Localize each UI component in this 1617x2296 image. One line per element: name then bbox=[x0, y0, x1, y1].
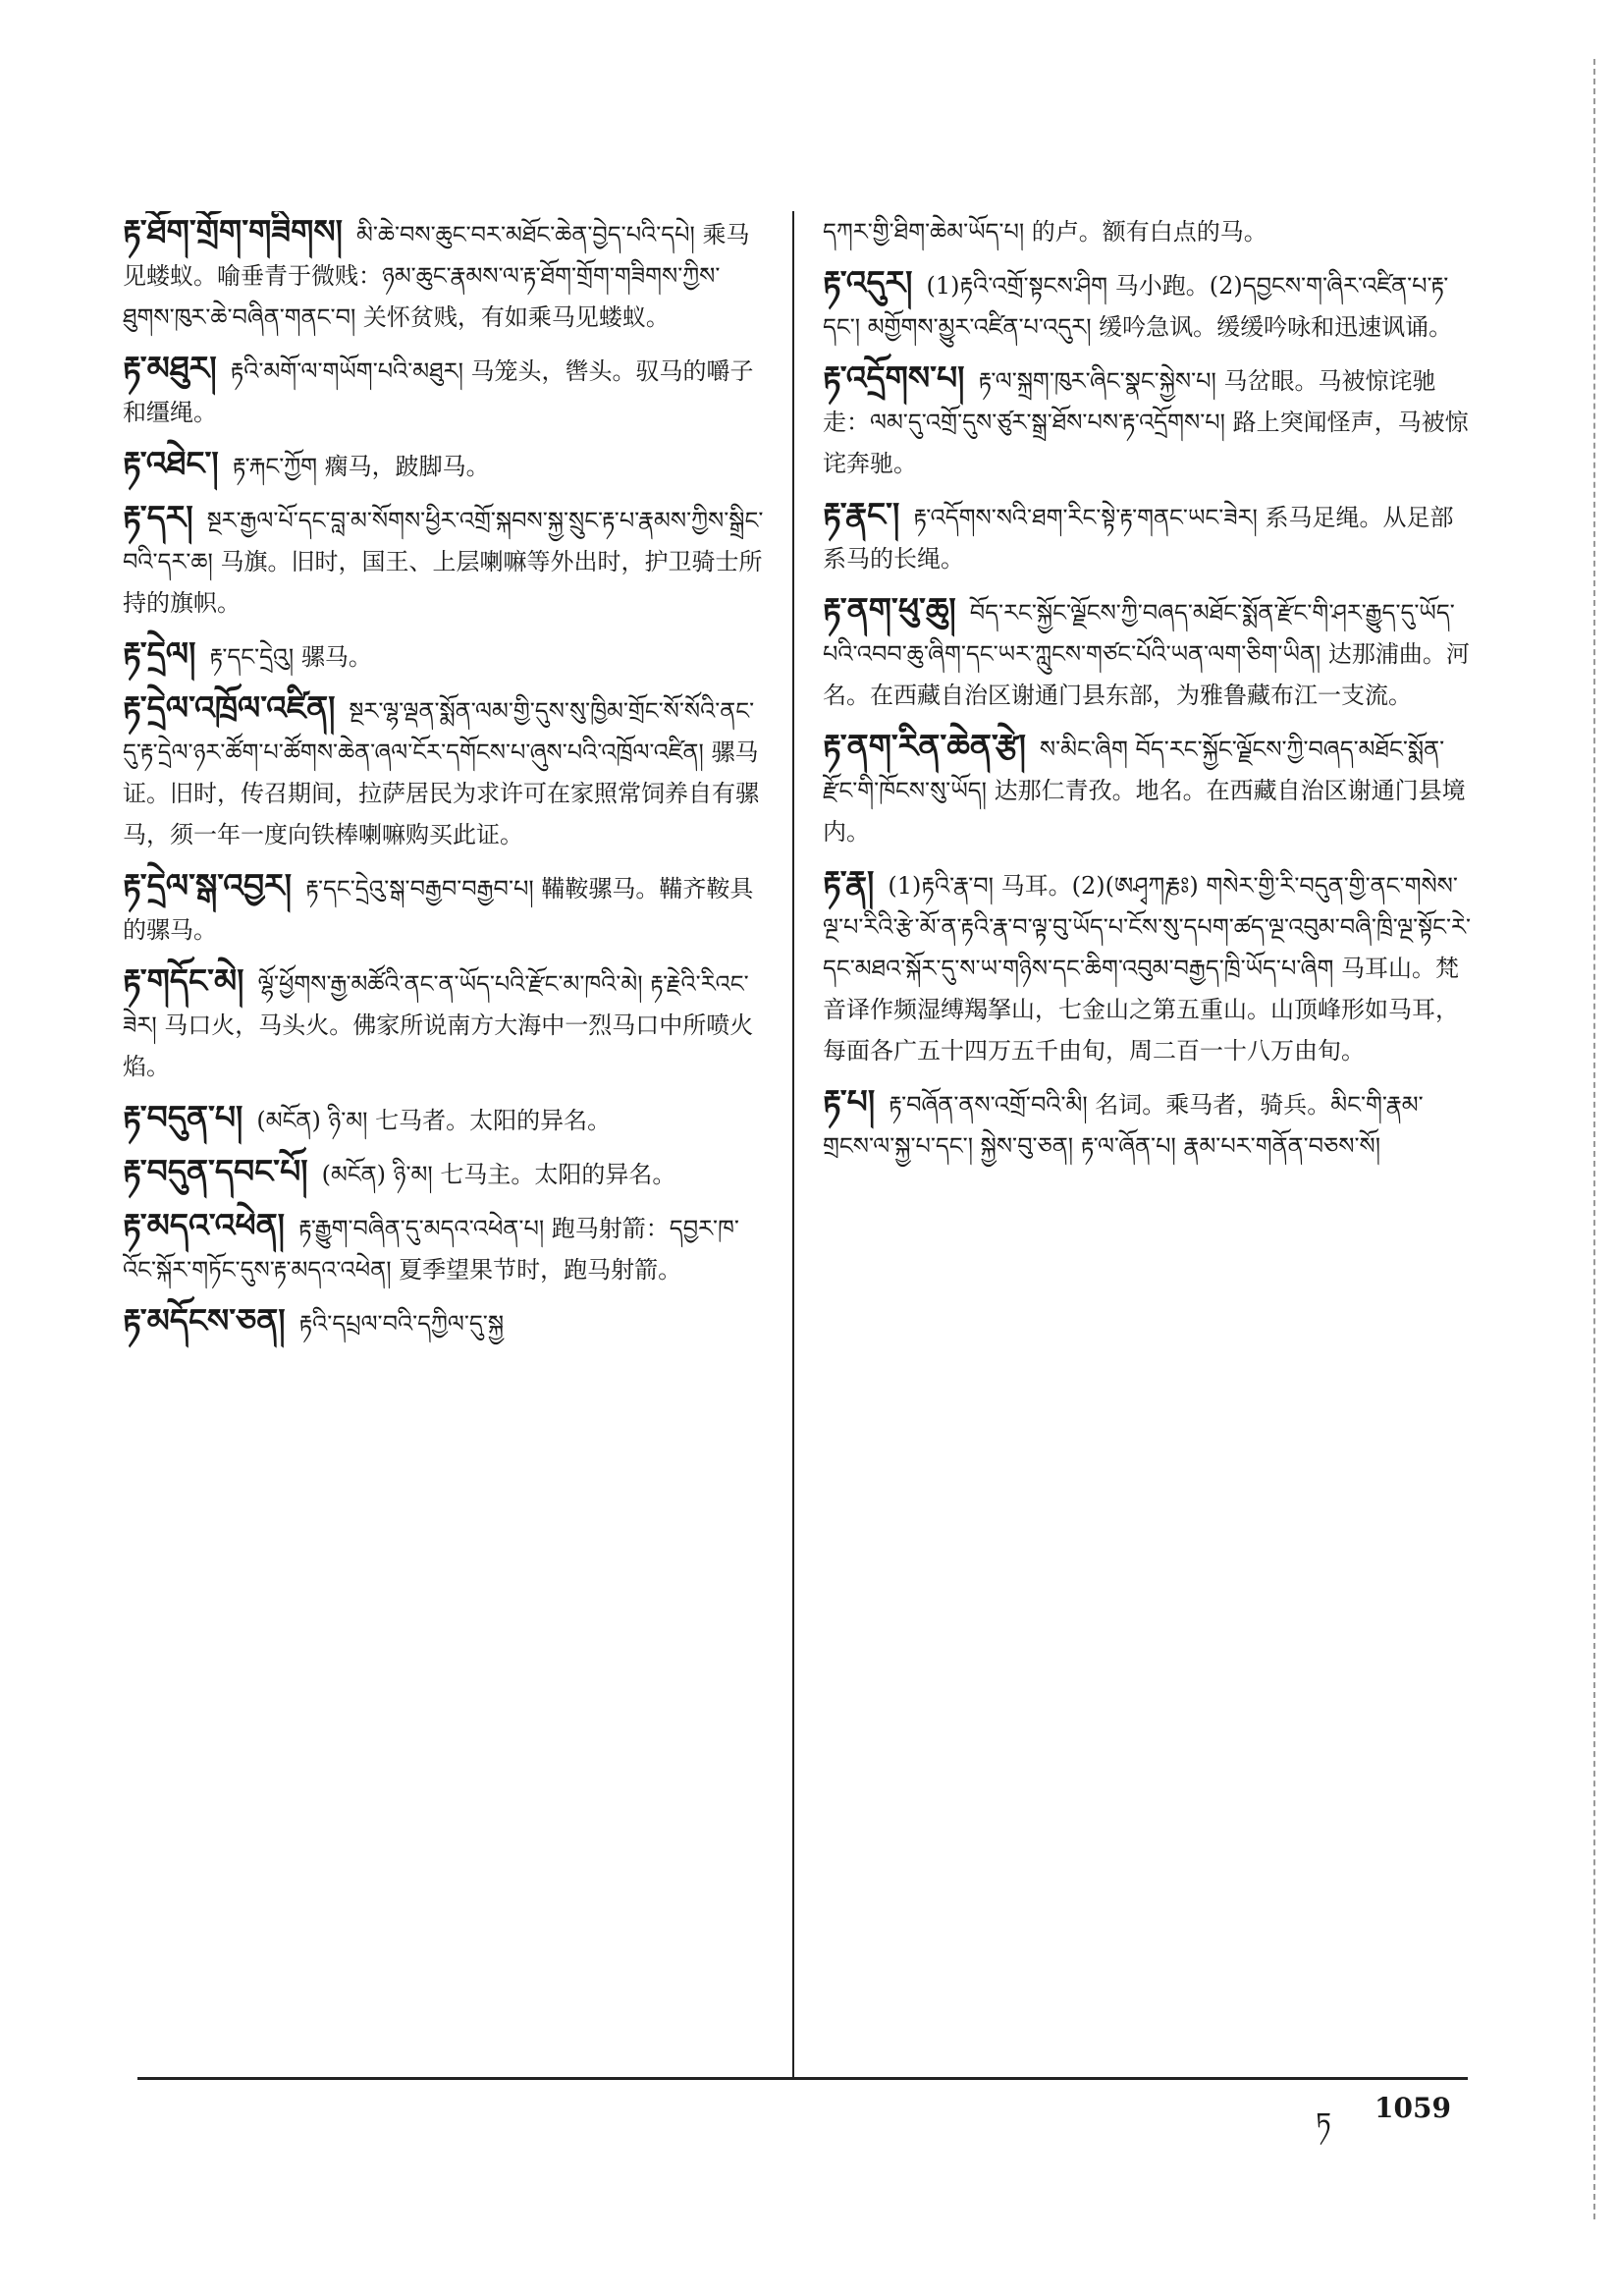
dictionary-entry bbox=[123, 865, 771, 951]
margin-marks bbox=[1593, 59, 1609, 2219]
left-column bbox=[123, 211, 771, 2048]
dictionary-entry bbox=[823, 262, 1471, 348]
footer-letter: ཏ bbox=[1316, 2106, 1331, 2139]
dictionary-entry bbox=[123, 960, 771, 1087]
dictionary-entry bbox=[123, 348, 771, 433]
entry-definition: (1)རྟའི་འགྲོ་སྟངས་ཤིག 马小跑。(2)དབྱངས་ག་ཞིར་འཛིན་པ་རྟ་དང་། མགྱོགས་མྱུར་འཛིན་པ་འདུར། 缓吟急讽。缓缓吟咏和迅速讽诵。 bbox=[823, 272, 1453, 341]
entry-headword: རྟ་འདྲོགས་པ། bbox=[823, 358, 965, 397]
dictionary-entry bbox=[123, 1151, 771, 1195]
column-divider bbox=[792, 211, 794, 2077]
entry-definition: བོད་རང་སྐྱོང་ལྗོངས་ཀྱི་བཞད་མཐོང་སྨོན་རྫོང་གི་ཤར་རྒྱུད་དུ་ཡོད་པའི་འབབ་ཆུ་ཞིག་དང་ཡར་ཀླུངས་གཙང་པོའི་ཡན་ལག་ཅིག་ཡིན། 达那浦曲。河名。在西藏自治区谢通门县东部，为雅鲁藏布江一支流。 bbox=[823, 599, 1470, 709]
entry-definition: རྟ་བཞོན་ནས་འགྲོ་བའི་མི། 名词。乘马者，骑兵。མིང་གི་རྣམ་གྲངས་ལ་སྐྱ་པ་དང་། སྐྱེས་བུ་ཅན། རྟ་ལ་ཞོན་པ། རྣམ་པར་གནོན་བཅས་སོ། bbox=[823, 1091, 1424, 1160]
entry-headword: རྟ་བདུན་དབང་པོ། bbox=[123, 1152, 308, 1190]
entry-definition: རྟའི་མགོ་ལ་གཡོག་པའི་མཐུར། 马笼头，辔头。驭马的嚼子和缰绳。 bbox=[123, 357, 754, 426]
entry-headword: རྟ་ཐོག་གྲོག་གཟིགས། bbox=[123, 212, 344, 250]
entry-headword: རྟ་མདའ་འཕེན། bbox=[123, 1206, 285, 1244]
entry-definition: མི་ཆེ་བས་ཆུང་བར་མཐོང་ཆེན་བྱེད་པའི་དཔེ། 乘马见蝼蚁。喻垂青于微贱：ཉམ་ཆུང་རྣམས་ལ་རྟ་ཐོག་གྲོག་གཟིགས་ཀྱིས་ཐུགས་ཁུར་ཆེ་བཞིན་གནང་བ། 关怀贫贱，有如乘马见蝼蚁。 bbox=[123, 221, 750, 331]
dictionary-entry bbox=[823, 726, 1471, 852]
entry-definition: རྟའི་དཔྲལ་བའི་དཀྱིལ་དུ་སྐྱ bbox=[298, 1310, 505, 1338]
entry-definition: ས་མིང་ཞིག བོད་རང་སྐྱོང་ལྗོངས་ཀྱི་བཞད་མཐོང་སྨོན་རྫོང་གི་ཁོངས་སུ་ཡོད། 达那仁青孜。地名。在西藏自治区谢通门县境内。 bbox=[823, 736, 1466, 846]
dictionary-entry bbox=[123, 1205, 771, 1290]
entry-definition: རྟ་རྒྱུག་བཞིན་དུ་མདའ་འཕེན་པ། 跑马射箭：དབྱར་ཁ་འོང་སྐོར་གཏོང་དུས་རྟ་མདའ་འཕེན། 夏季望果节时，跑马射箭。 bbox=[123, 1215, 739, 1284]
entry-definition: སྔར་རྒྱལ་པོ་དང་བླ་མ་སོགས་ཕྱིར་འགྲོ་སྐབས་སྐྱ་སྲུང་རྟ་པ་རྣམས་ཀྱིས་སྒྲིང་བའི་དར་ཆ། 马旗。旧时，国王、上层喇嘛等外出时，护卫骑士所持的旗帜。 bbox=[123, 507, 764, 617]
entry-definition: རྟ་འདོགས་སའི་ཐག་རིང་སྟེ་རྟ་གནང་ཡང་ཟེར། 系马足绳。从足部系马的长绳。 bbox=[823, 504, 1454, 573]
dictionary-entry bbox=[123, 211, 771, 338]
dictionary-entry bbox=[823, 1081, 1471, 1167]
page-number: 1059 bbox=[1374, 2092, 1451, 2124]
dictionary-entry bbox=[823, 862, 1471, 1071]
dictionary-entry bbox=[123, 687, 771, 855]
entry-definition: (མངོན) ཉི་མ། 七马主。太阳的异名。 bbox=[321, 1161, 676, 1188]
entry-headword: རྟ་འཐེང་། bbox=[123, 444, 219, 482]
entry-headword: རྟ་རྣ། bbox=[823, 863, 875, 902]
entry-headword: རྟ་རྣང་། bbox=[823, 495, 900, 533]
entry-headword: རྟ་དར། bbox=[123, 498, 193, 536]
entry-headword: རྟ་འདུར། bbox=[823, 263, 913, 301]
entry-headword: རྟ་དྲེལ་སྒ་འབྱར། bbox=[123, 866, 293, 904]
entry-headword: རྟ་དྲེལ་འཁྲོལ་འཛིན། bbox=[123, 688, 336, 727]
entry-headword: རྟ་མཐུར། bbox=[123, 349, 217, 387]
entry-definition: (མངོན) ཉི་མ། 七马者。太阳的异名。 bbox=[256, 1107, 612, 1134]
dictionary-entry bbox=[123, 1097, 771, 1141]
entry-headword: རྟ་མདོངས་ཅན། bbox=[123, 1301, 286, 1339]
entry-definition: རྟ་དང་དྲེའུ་སྒ་བརྒྱབ་བརྒྱབ་པ། 鞴鞍骡马。鞴齐鞍具的骡马。 bbox=[123, 875, 754, 944]
entry-definition: ལྷོ་ཕྱོགས་རྒྱ་མཚོའི་ནང་ན་ཡོད་པའི་རྫོང་མ་ཁའི་མེ། རྟ་རྗེའི་རིའང་ཟེར། 马口火，马头火。佛家所说南方大海中一烈马口中所喷火焰。 bbox=[123, 970, 754, 1080]
entry-headword: རྟ་ནག་ཕུ་ཆུ། bbox=[823, 590, 956, 629]
entry-headword: རྟ་བདུན་པ། bbox=[123, 1098, 243, 1136]
entry-headword: རྟ་དྲེལ། bbox=[123, 634, 196, 673]
entry-definition: རྟ་རྐང་ཀྱོག 瘸马，跛脚马。 bbox=[232, 453, 490, 480]
dictionary-entry bbox=[823, 211, 1471, 252]
dictionary-entry bbox=[123, 497, 771, 624]
dictionary-entry bbox=[823, 357, 1471, 484]
entry-headword: རྟ་ནག་རིན་ཆེན་རྩེ། bbox=[823, 727, 1026, 765]
entry-headword: རྟ་པ། bbox=[823, 1082, 876, 1121]
entry-definition: རྟ་ལ་སྐྲག་ཁུར་ཞིང་སྣང་སྐྱེས་པ། 马岔眼。马被惊诧驰走：ལམ་དུ་འགྲོ་དུས་ཙུར་སྒྲ་ཐོས་པས་རྟ་འདྲོགས་པ། 路上突闻怪声，马被惊诧奔驰。 bbox=[823, 367, 1469, 477]
dictionary-entry bbox=[823, 494, 1471, 579]
entry-definition: དཀར་གྱི་ཐིག་ཆེམ་ཡོད་པ། 的卢。额有白点的马。 bbox=[823, 218, 1267, 246]
entry-definition: སྔར་ལྷ་ལྡན་སྨོན་ལམ་གྱི་དུས་སུ་ཁྱིམ་གྲོང་སོ་སོའི་ནང་དུ་རྟ་དྲེལ་ཉར་ཚོག་པ་ཚོགས་ཆེན་ཞལ་ངོར་དགོངས་པ་ཞུས་པའི་འཁྲོལ་འཛིན། 骡马证。旧时，传召期间，拉萨居民为求许可在家照常饲养自有骡马，须一年一度向铁棒喇嘛购买此证。 bbox=[123, 697, 759, 848]
entry-headword: རྟ་གདོང་མེ། bbox=[123, 961, 244, 1000]
entry-definition: (1)རྟའི་རྣ་བ། 马耳。(2)(ཨཤྭཀརྞཿ) གསེར་གྱི་རི་བདུན་གྱི་ནང་གསེས་ལྔ་པ་རིའི་རྩེ་མོ་ན་རྟའི་རྣ་བ་ལྟ་བུ་ཡོད་པ་ངོས་སུ་དཔག་ཚད་ལྔ་འབུམ་བཞི་ཁྲི་ལྔ་སྟོང་རེ་དང་མཐའ་སྐོར་དུ་ས་ཡ་གཉིས་དང་ཆིག་འབུམ་བརྒྱད་ཁྲི་ཡོད་པ་ཞིག 马耳山。梵音译作频湿缚羯拏山，七金山之第五重山。山顶峰形如马耳，每面各广五十四万五千由旬，周二百一十八万由旬。 bbox=[823, 872, 1471, 1065]
dictionary-entry bbox=[823, 589, 1471, 716]
right-column bbox=[823, 211, 1471, 2048]
dictionary-entry bbox=[123, 633, 771, 678]
footer-rule bbox=[137, 2077, 1468, 2080]
dictionary-entry bbox=[123, 443, 771, 487]
entry-definition: རྟ་དང་དྲེའུ། 骡马。 bbox=[209, 643, 372, 671]
dictionary-entry bbox=[123, 1300, 771, 1344]
